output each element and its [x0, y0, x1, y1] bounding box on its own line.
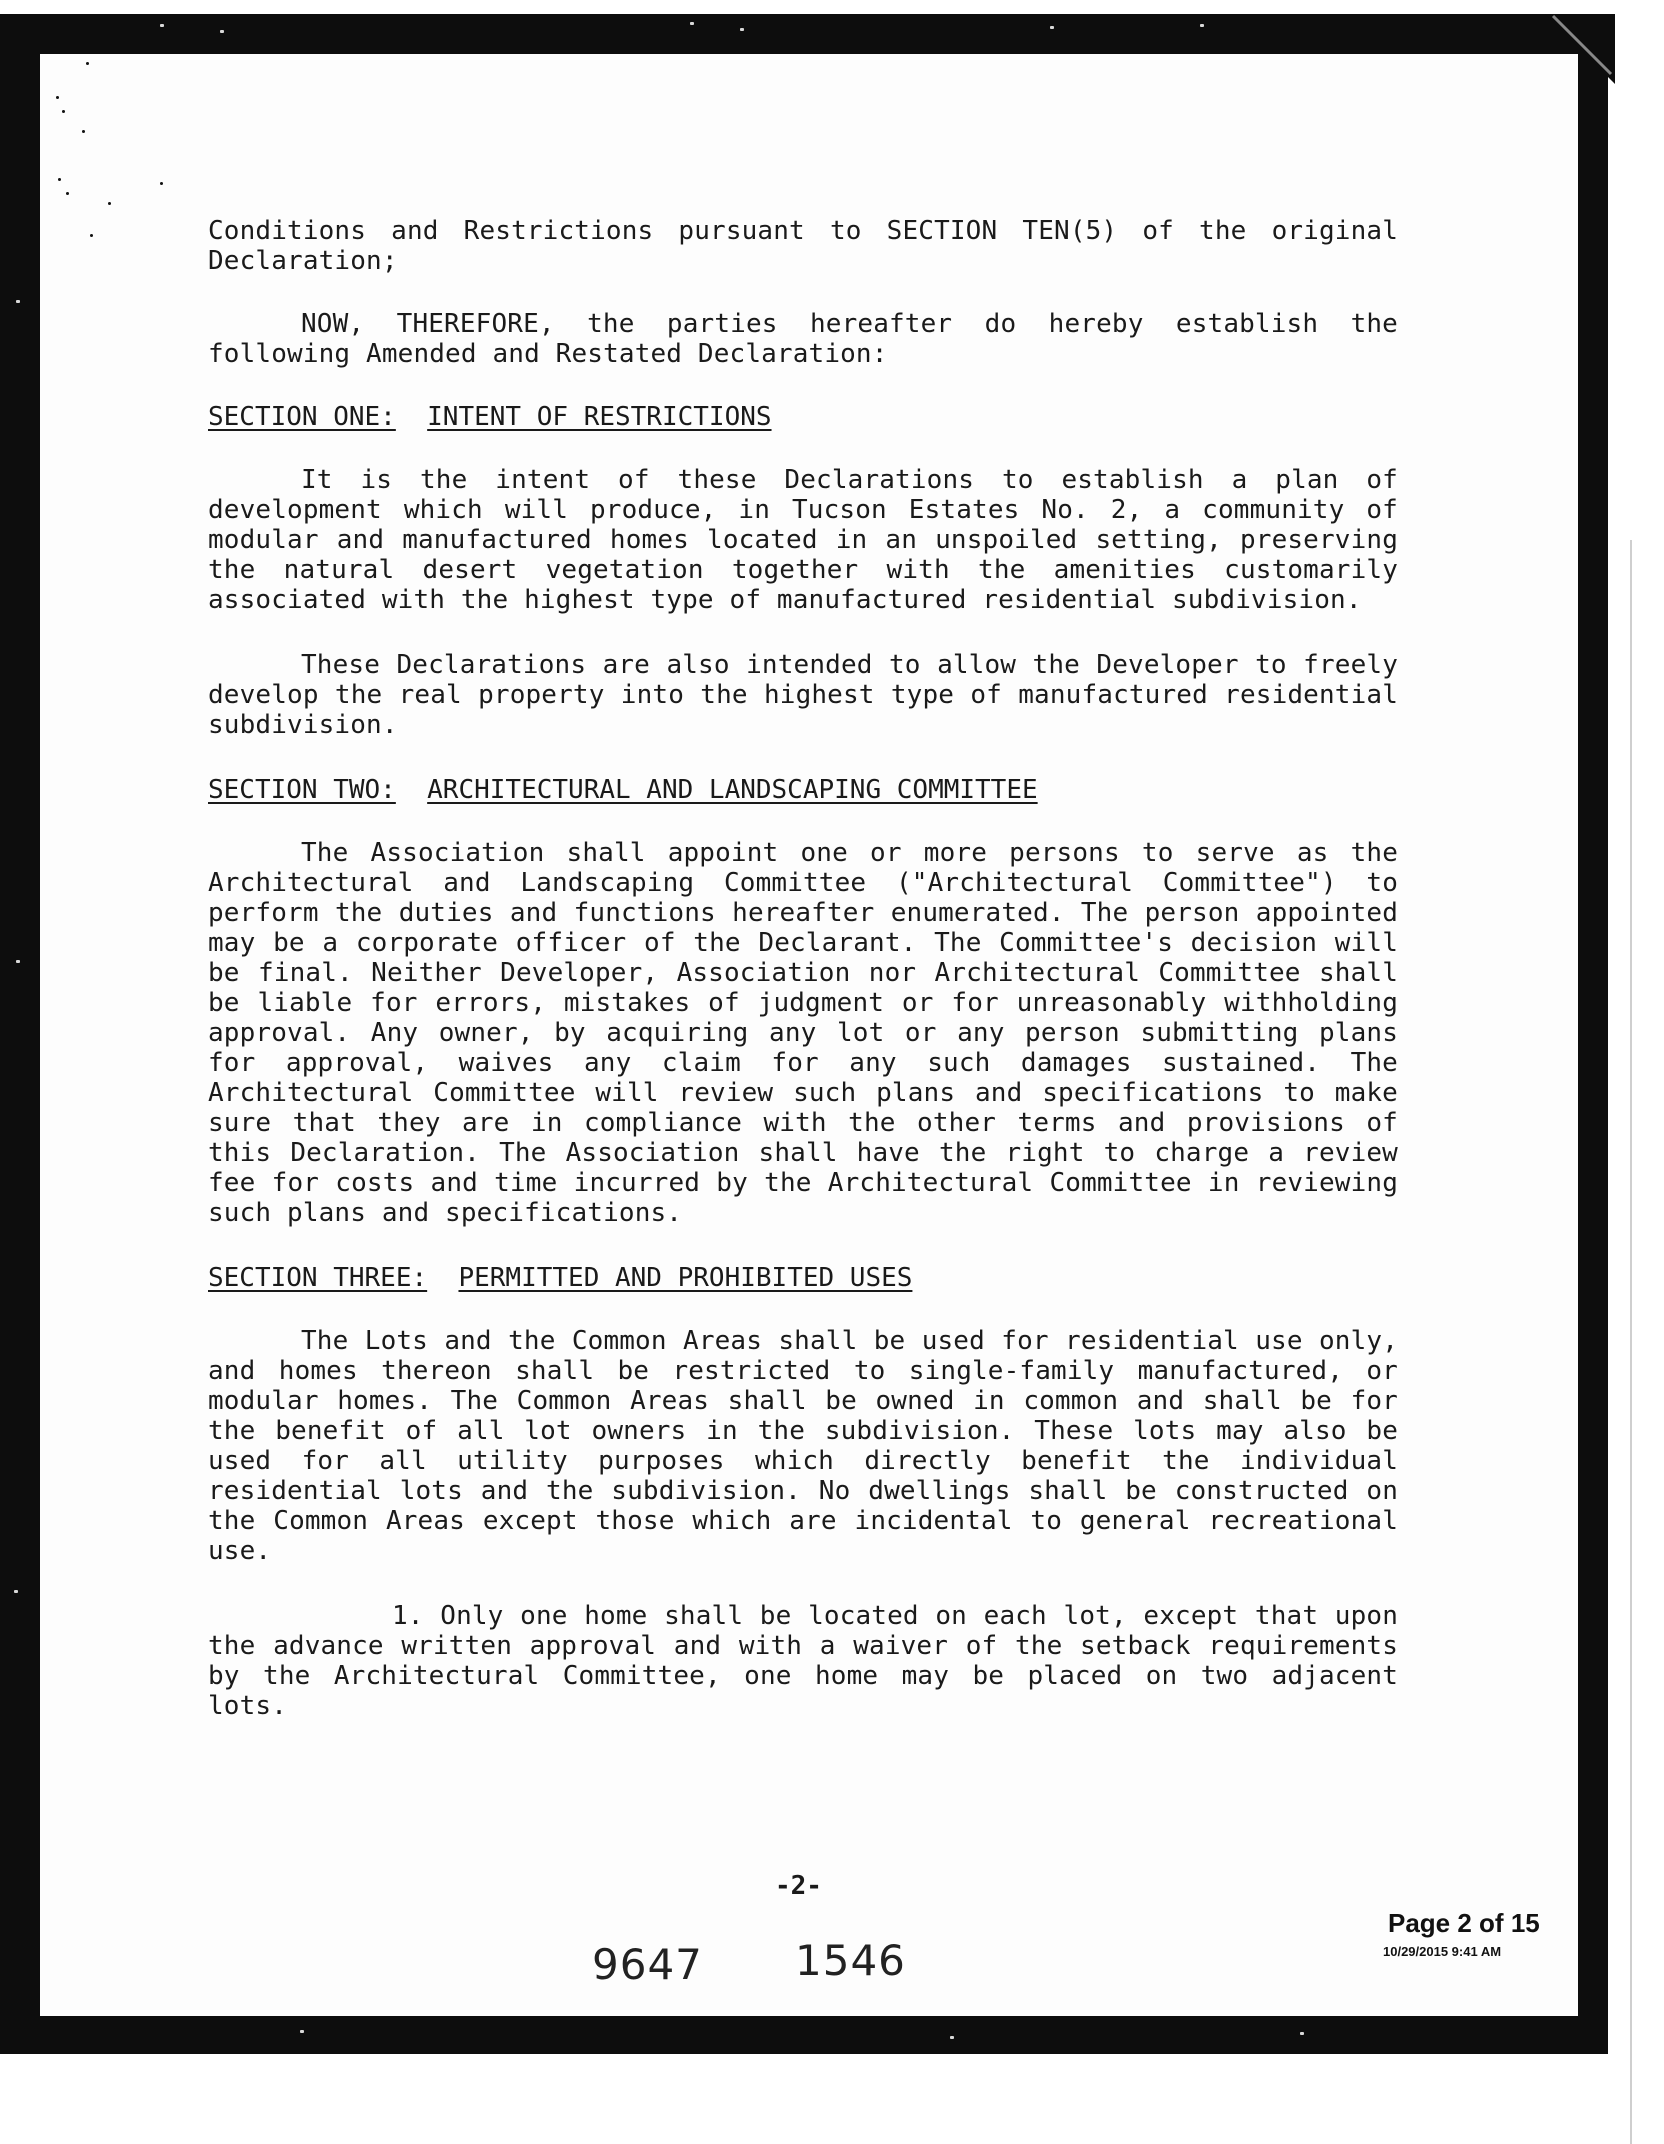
- paragraph-now-therefore: NOW, THEREFORE, the parties hereafter do hereby establish the following Amended and Restated Declaration:: [208, 309, 1398, 369]
- scan-speck: [66, 192, 69, 195]
- scan-speck: [300, 2030, 304, 2033]
- scan-speck: [1200, 24, 1204, 27]
- document-body: [208, 216, 1398, 1721]
- paragraph-architectural-committee: The Association shall appoint one or more persons to serve as the Architectural and Landscaping Committee ("Architectural Committee") to perform the duties and functions hereafter enumerated. The person appointed may be a corporate officer of the Declarant. The Committee's decision will be final. Neither Developer, Association nor Architectural Committee shall be liable for errors, mistakes of judgment or for unreasonably withholding approval. Any owner, by acquiring any lot or any person submitting plans for approval, waives any claim for any such damages sustained. The Architectural Committee will review such plans and specifications to make sure that they are in compliance with the other terms and provisions of this Declaration. The Association shall have the right to charge a review fee for costs and time incurred by the Architectural Committee in reviewing such plans and specifications.: [208, 838, 1398, 1228]
- section-title: INTENT OF RESTRICTIONS: [427, 402, 772, 432]
- scan-speck: [1050, 26, 1054, 29]
- recording-book-number: 9647: [592, 1940, 703, 1989]
- section-two-heading: [208, 775, 1398, 805]
- scan-speck: [86, 62, 89, 65]
- paragraph-permitted-uses: The Lots and the Common Areas shall be used for residential use only, and homes thereon shall be restricted to single-family manufactured, or modular homes. The Common Areas shall be owned in common and shall be for the benefit of all lot owners in the subdivision. These lots may also be used for all utility purposes which directly benefit the individual residential lots and the subdivision. No dwellings shall be constructed on the Common Areas except those which are incidental to general recreational use.: [208, 1326, 1398, 1566]
- scan-border-left: [0, 14, 40, 2054]
- scan-border-right: [1578, 14, 1608, 2054]
- section-one-heading: [208, 402, 1398, 432]
- paragraph-item-one: 1. Only one home shall be located on each lot, except that upon the advance written approval and with a waiver of the setback requirements by the Architectural Committee, one home may be placed on two adjacent lots.: [208, 1601, 1398, 1721]
- scan-speck: [62, 110, 65, 113]
- scan-speck: [16, 300, 20, 303]
- paragraph-intent: It is the intent of these Declarations to establish a plan of development which will produce, in Tucson Estates No. 2, a community of modular and manufactured homes located in an unspoiled setting, preserving the natural desert vegetation together with the amenities customarily associated with the highest type of manufactured residential subdivision.: [208, 465, 1398, 615]
- section-title: ARCHITECTURAL AND LANDSCAPING COMMITTEE: [427, 775, 1038, 805]
- print-timestamp: 10/29/2015 9:41 AM: [1383, 1944, 1502, 1959]
- scan-speck: [56, 96, 59, 99]
- paragraph-developer-intent: These Declarations are also intended to allow the Developer to freely develop the real property into the highest type of manufactured residential subdivision.: [208, 650, 1398, 740]
- scan-speck: [220, 30, 224, 33]
- section-three-heading: [208, 1263, 1398, 1293]
- scan-speck: [90, 234, 93, 237]
- section-label: SECTION TWO:: [208, 775, 396, 805]
- section-title: PERMITTED AND PROHIBITED USES: [458, 1263, 913, 1293]
- page-number: -2-: [775, 1871, 822, 1901]
- section-label: SECTION THREE:: [208, 1263, 428, 1293]
- scan-speck: [108, 202, 111, 205]
- recording-page-number: 1546: [795, 1936, 906, 1985]
- scan-speck: [160, 24, 164, 27]
- scan-speck: [58, 178, 61, 181]
- page-of-label: Page 2 of 15: [1388, 1908, 1540, 1938]
- scan-speck: [950, 2036, 954, 2039]
- scan-border-top: [0, 14, 1605, 54]
- paragraph-intro-continuation: Conditions and Restrictions pursuant to SECTION TEN(5) of the original Declaration;: [208, 216, 1398, 276]
- page-corner-fold: [1545, 14, 1615, 84]
- scan-speck: [160, 182, 163, 185]
- scan-speck: [690, 22, 694, 25]
- scan-border-bottom: [0, 2016, 1608, 2054]
- scan-speck: [14, 1590, 18, 1593]
- scan-speck: [1300, 2032, 1304, 2035]
- section-label: SECTION ONE:: [208, 402, 396, 432]
- scan-speck: [82, 130, 85, 133]
- scan-edge-line: [1630, 540, 1632, 2144]
- scan-speck: [740, 28, 744, 31]
- scan-speck: [16, 960, 20, 963]
